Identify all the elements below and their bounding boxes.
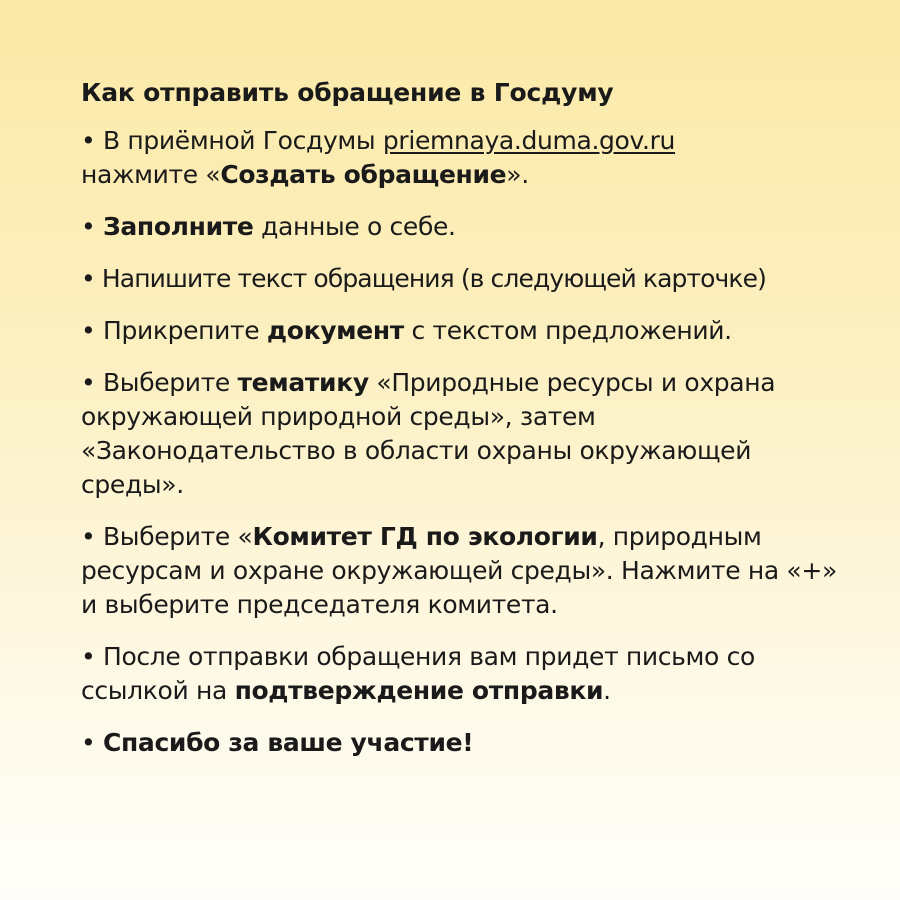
step-text: В приёмной Госдумы — [103, 126, 383, 155]
step-text: Выберите « — [103, 522, 253, 551]
bullet: • — [81, 368, 103, 397]
card-title: Как отправить обращение в Госдуму — [81, 78, 614, 107]
bullet: • — [81, 316, 103, 345]
step-fill-data — [81, 210, 841, 244]
step-emphasis: тематику — [237, 368, 369, 397]
bullet: • — [81, 522, 103, 551]
step-emphasis: документ — [266, 316, 404, 345]
step-text: , природным ресурсам и охране окружающей среды». Нажмите на «+» и выберите председателя комитета. — [81, 522, 837, 619]
step-text: Выберите — [103, 368, 238, 397]
step-emphasis: Комитет ГД по экологии — [252, 522, 598, 551]
step-attach-document — [81, 314, 841, 348]
step-emphasis: Создать обращение — [220, 160, 507, 189]
step-choose-committee — [81, 520, 841, 622]
step-text: «Природные ресурсы и охрана окружающей природной среды», затем «Законодательство в области охраны окружающей среды». — [81, 368, 776, 499]
bullet: • — [81, 126, 103, 155]
step-text: Прикрепите — [103, 316, 267, 345]
thanks-text: Спасибо за ваше участие! — [103, 728, 474, 757]
step-text: с текстом предложений. — [403, 316, 732, 345]
step-write-text: • Напишите текст обращения (в следующей карточке) — [81, 264, 766, 293]
step-confirmation — [81, 640, 841, 708]
reception-link[interactable]: priemnaya.duma.gov.ru — [382, 126, 676, 155]
step-text: данные о себе. — [253, 212, 456, 241]
bullet: • — [81, 642, 103, 671]
step-text: ». — [506, 160, 529, 189]
step-thanks — [81, 726, 841, 760]
step-text: После отправки обращения вам придет письмо со ссылкой на — [81, 642, 755, 705]
step-emphasis: Заполните — [103, 212, 254, 241]
instructions-content — [81, 76, 841, 778]
step-text: . — [603, 676, 611, 705]
step-emphasis: подтверждение отправки — [234, 676, 604, 705]
bullet: • — [81, 212, 103, 241]
bullet: • — [81, 728, 103, 757]
step-text: нажмите « — [81, 160, 221, 189]
step-choose-topic — [81, 366, 841, 502]
step-open-reception — [81, 124, 841, 192]
